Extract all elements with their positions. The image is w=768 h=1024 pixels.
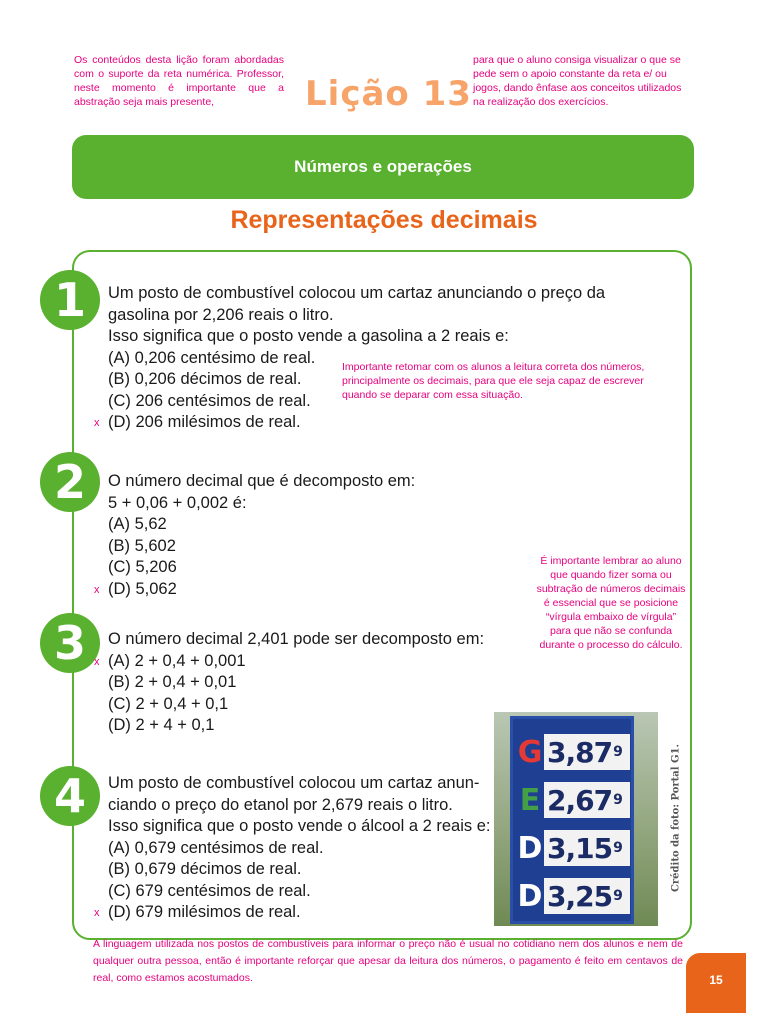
option-label: (D) 679 milésimos de real. [108,903,301,921]
option-a[interactable]: (A) 0,206 centésimo de real. [108,348,316,367]
option-b[interactable]: (B) 0,206 décimos de real. [108,370,302,388]
option-c[interactable]: (C) 5,206 [108,558,177,576]
question-text: gasolina por 2,206 reais o litro. [108,305,334,324]
teacher-note-decimal-alignment: É importante lembrar ao aluno que quando fizer soma ou subtração de números decimais é essencial que se posicione “vírgula embaixo de vírgula” para que não se confunda durante o processo do cálculo. [536,555,686,651]
price-sign-board [510,716,634,924]
option-c[interactable]: (C) 679 centésimos de real. [108,881,311,900]
question-2 [94,471,416,600]
teacher-note-reading-decimals: Importante retomar com os alunos a leitura correta dos números, principalmente os decimais, para que ele seja capaz de escrever quando se deparar com essa situação. [342,361,645,401]
fuel-letter: G [517,734,543,770]
option-d[interactable] [94,579,415,601]
answer-mark: x [94,907,100,919]
question-3 [94,629,485,737]
teacher-note-intro-right: para que o aluno consiga visualizar o que se pede sem o apoio constante da reta e/ ou jogos, dando ênfase aos conceitos utilizados na realização dos exercícios. [473,54,682,108]
question-text: Isso significa que o posto vende o álcool a 2 reais e: [108,817,491,835]
question-number-2: 2 [40,452,100,512]
question-text: O número decimal que é decomposto em: [108,472,416,490]
option-b[interactable]: (B) 0,679 décimos de real. [108,860,302,878]
fuel-letter: D [517,878,543,914]
topic-banner [72,135,694,199]
question-1 [94,283,606,434]
question-text: O número decimal 2,401 pode ser decomposto em: [108,630,485,648]
answer-mark: x [94,417,100,429]
question-number-3: 3 [40,613,100,673]
photo-credit: Crédito da foto: Portal G1. [670,743,682,893]
teacher-note-fuel-pricing: A linguagem utilizada nos postos de combustíveis para informar o preço não é usual no cotidiano nem dos alunos e nem de qualquer outra pessoa, então é importante reforçar que apesar da leitura dos números, o pagamento é feito em centavos de real, como estamos acostumados. [93,938,683,984]
question-number-4: 4 [40,766,100,826]
page-number-tab [686,953,746,1013]
answer-mark: x [94,583,100,596]
question-text: ciando o preço do etanol por 2,679 reais o litro. [108,795,453,814]
option-d[interactable] [94,902,491,924]
topic-label: Números e operações [294,157,472,176]
price-row-ethanol [519,779,630,821]
answer-mark: x [94,655,100,668]
question-4 [94,773,491,924]
question-text: Isso significa que o posto vende a gasolina a 2 reais e: [108,327,509,345]
option-label: (D) 206 milésimos de real. [108,413,301,431]
price-row-gasoline [519,731,630,773]
fuel-price: 2,67 9 [544,782,630,818]
option-d[interactable] [94,412,605,434]
teacher-note-intro-left: Os conteúdos desta lição foram abordadas com o suporte da reta numérica. Professor, neste momento é importante que a abstração seja mais presente, [74,54,284,108]
question-text: 5 + 0,06 + 0,002 é: [108,493,247,512]
fuel-letter: E [519,782,541,818]
fuel-letter: D [517,830,543,866]
option-label: (D) 5,062 [108,579,177,598]
option-c[interactable]: (C) 206 centésimos de real. [108,391,311,410]
page-number: 15 [709,973,723,987]
option-b[interactable]: (B) 2 + 0,4 + 0,01 [108,673,237,691]
fuel-price: 3,25 9 [544,878,630,914]
question-text: Um posto de combustível colocou um cartaz anun- [108,774,480,792]
fuel-price: 3,87 9 [544,734,630,770]
option-label: (A) 2 + 0,4 + 0,001 [108,651,246,670]
option-c[interactable]: (C) 2 + 0,4 + 0,1 [108,694,229,713]
fuel-price-sign-photo [494,712,658,926]
option-d[interactable]: (D) 2 + 4 + 0,1 [108,716,215,734]
section-title: Representações decimais [230,206,538,234]
fuel-price: 3,15 9 [544,830,630,866]
price-row-diesel-s10 [519,875,630,917]
option-b[interactable]: (B) 5,602 [108,536,176,555]
question-text: Um posto de combustível colocou um cartaz anunciando o preço da [108,284,606,302]
lesson-title: Lição 13 [305,74,472,114]
option-a[interactable]: (A) 0,679 centésimos de real. [108,838,324,857]
option-a[interactable] [94,651,484,673]
question-number-1: 1 [40,270,100,330]
option-a[interactable]: (A) 5,62 [108,515,167,533]
price-row-diesel [519,827,630,869]
